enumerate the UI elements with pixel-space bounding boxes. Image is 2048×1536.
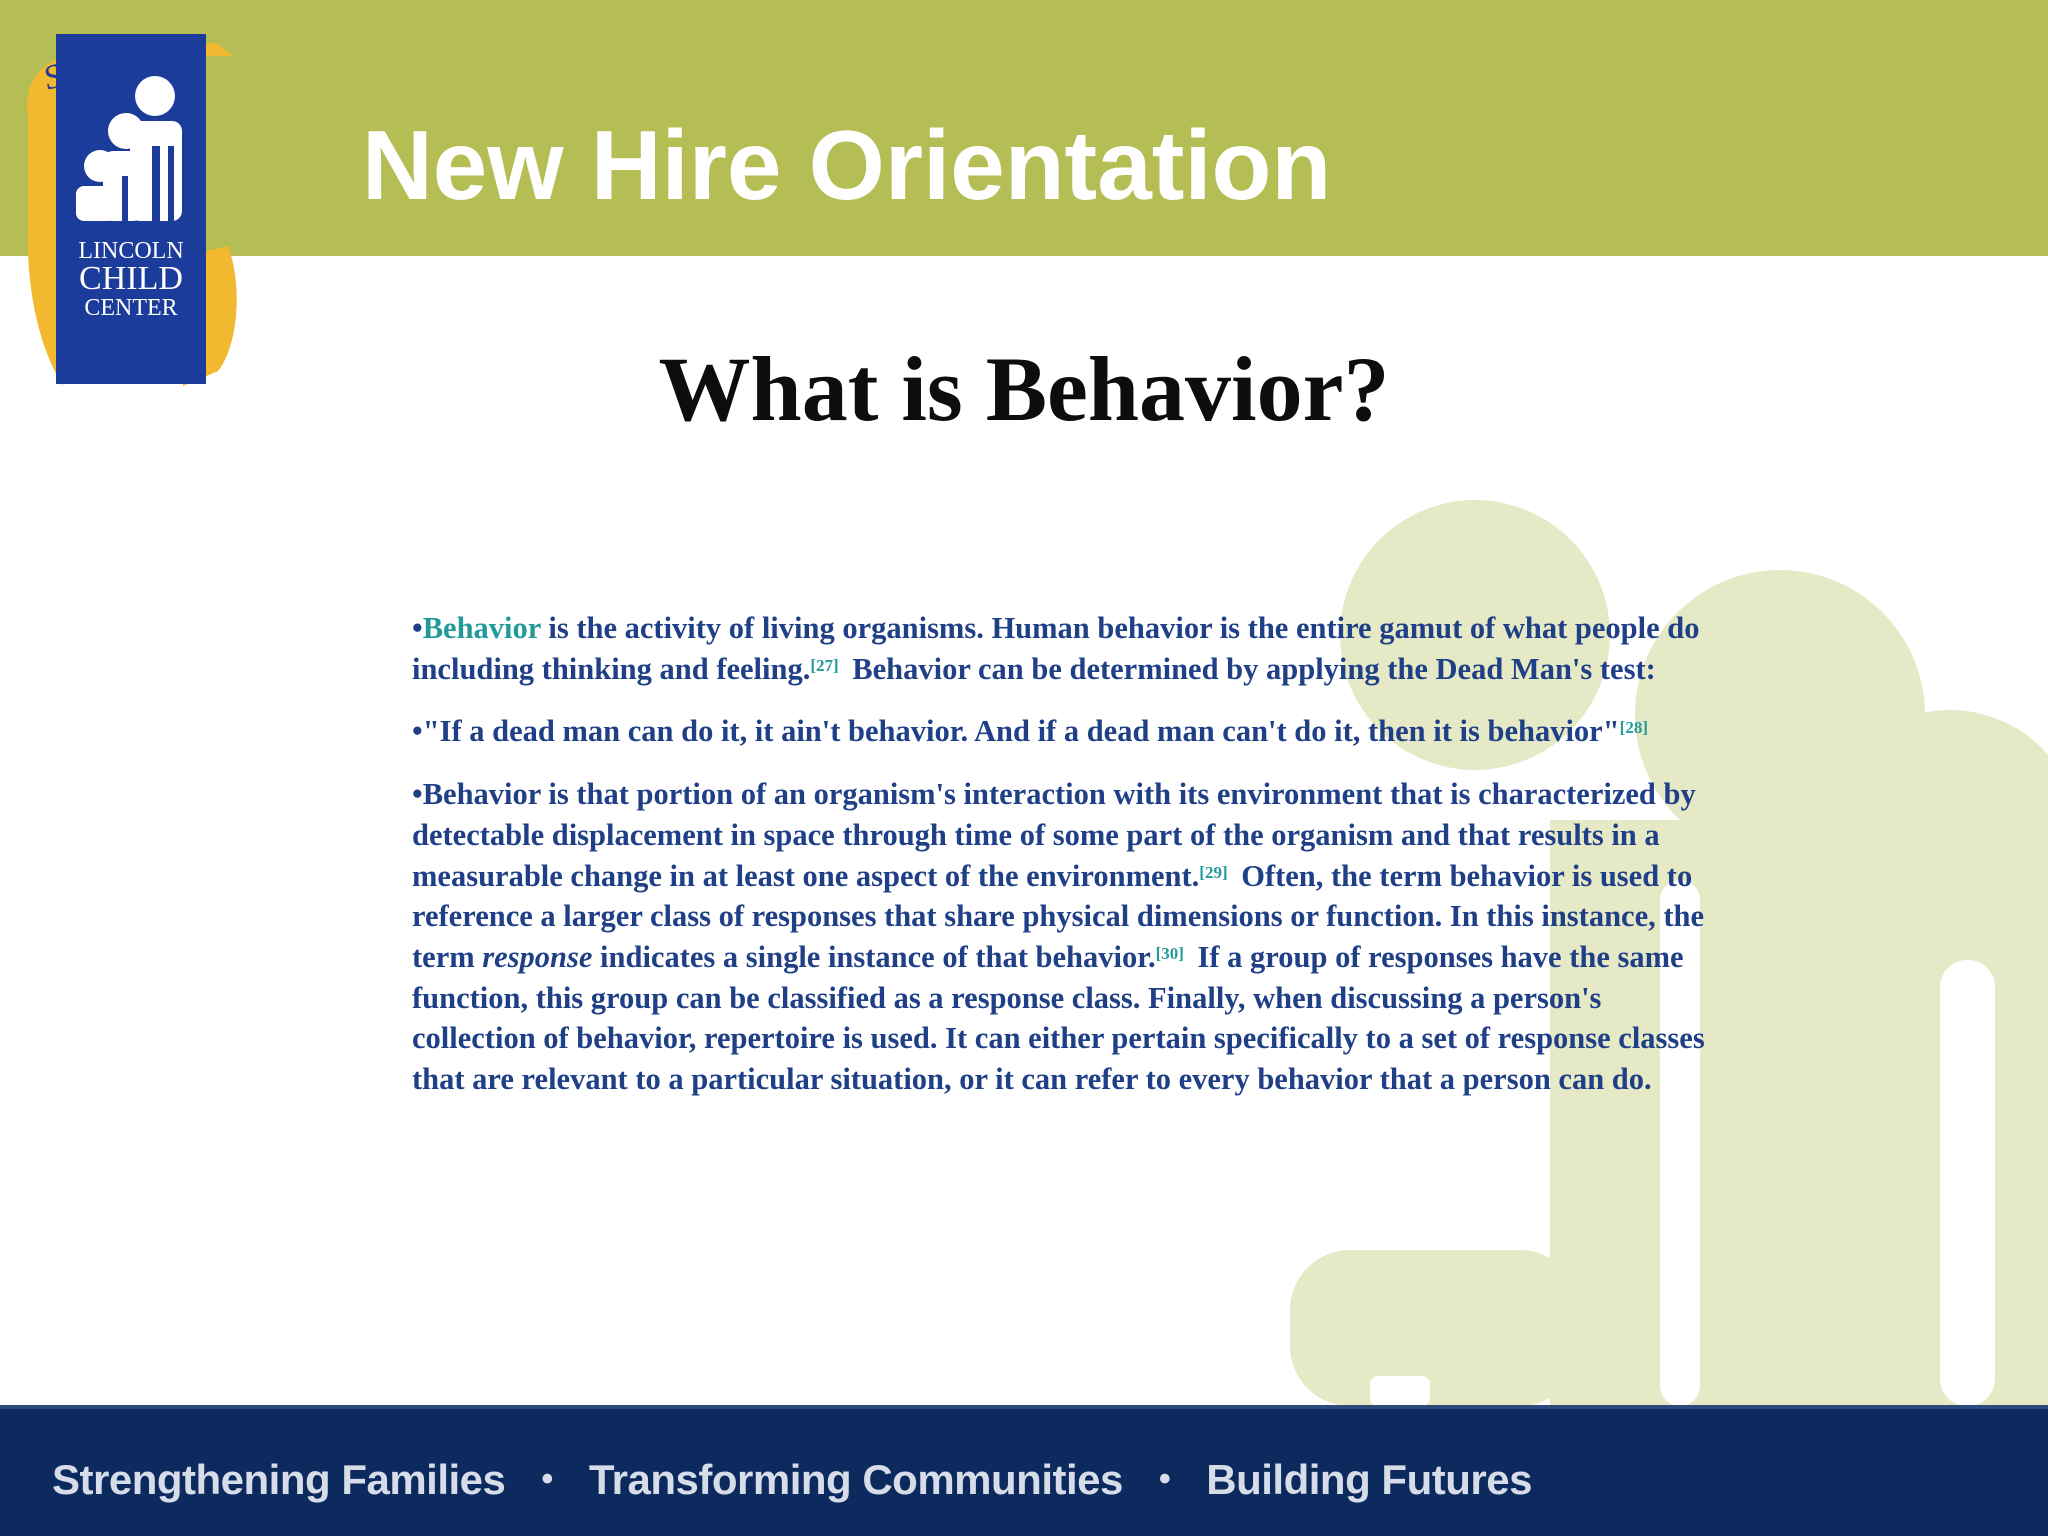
tagline-separator: • [541, 1460, 553, 1498]
logo-org-line3: CENTER [84, 295, 178, 321]
citation-27[interactable]: [27] [810, 655, 839, 675]
lincoln-child-center-logo [18, 26, 248, 386]
header-title: New Hire Orientation [362, 110, 1332, 220]
bullet: • [412, 714, 423, 749]
paragraph-interaction [412, 774, 1722, 1100]
bullet: • [412, 611, 423, 645]
response-emphasis: response [482, 939, 593, 974]
paragraph-text: Behavior can be determined by applying the Dead Man's test: [844, 651, 1656, 686]
paragraph-text: "If a dead man can do it, it ain't behavior. And if a dead man can't do it, then it is behavior" [422, 714, 1620, 749]
logo-since-text: Since [39, 39, 121, 98]
footer-divider [0, 1405, 2048, 1409]
paragraph-text: Behavior is that portion of an organism's interaction with its environment that is characterized by detectable displacement in space through time of some part of the organism and that results in a measurable change in at least one aspect of the environment. [412, 777, 1696, 893]
paragraph-definition [412, 608, 1722, 689]
body-text [412, 608, 1722, 1122]
citation-29[interactable]: [29] [1199, 862, 1228, 882]
paragraph-text: indicates a single instance of that behavior. [592, 939, 1156, 974]
bullet: • [412, 777, 423, 812]
paragraph-text: is the activity of living organisms. Human behavior is the entire gamut of what people do including thinking and feeling. [412, 611, 1700, 686]
behavior-link[interactable]: Behavior [422, 611, 541, 645]
citation-28[interactable]: [28] [1619, 718, 1648, 738]
logo-org-line2: CHILD [79, 260, 183, 297]
paragraph-dead-man-quote [412, 711, 1722, 752]
tagline-transforming-communities: Transforming Communities [588, 1456, 1123, 1503]
tagline-strengthening-families: Strengthening Families [52, 1456, 506, 1503]
tagline-separator: • [1158, 1460, 1171, 1498]
logo-year-text: 1883 [102, 322, 173, 369]
footer-tagline [52, 1454, 1532, 1505]
logo-org-line1: LINCOLN [78, 238, 184, 264]
paragraph-text: Often, the term behavior is used to reference a larger class of responses that share physical dimensions or function. In this instance, the term [412, 858, 1705, 974]
paragraph-text: If a group of responses have the same function, this group can be classified as a response class. Finally, when discussing a person's collection of behavior, repertoire is used. It can either pertain specifically to a set of response classes that are relevant to a particular situation, or it can refer to every behavior that a person can do. [412, 939, 1705, 1097]
tagline-building-futures: Building Futures [1206, 1456, 1532, 1503]
slide-title: What is Behavior? [658, 338, 1390, 440]
citation-30[interactable]: [30] [1155, 943, 1184, 963]
